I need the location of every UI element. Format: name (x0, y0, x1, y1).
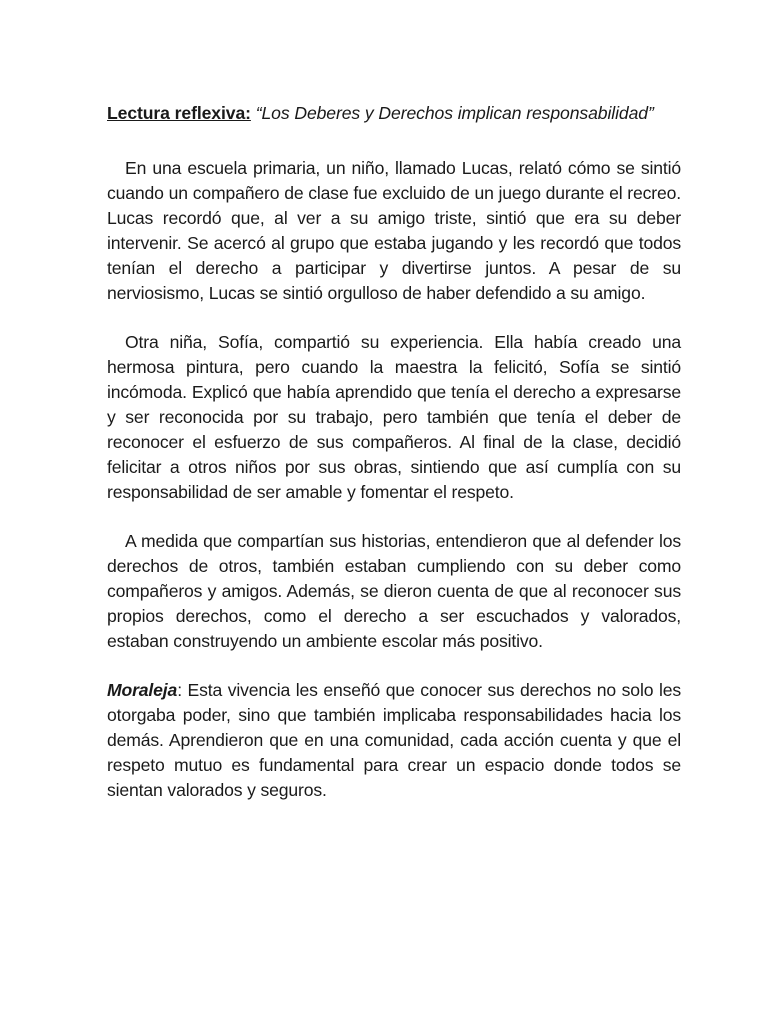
moral-text: : Esta vivencia les enseñó que conocer sus derechos no solo les otorgaba poder, sino que también implicaba responsabilidades hacia los demás. Aprendieron que en una comunidad, cada acción cuenta y que el respeto mutuo es fundamental para crear un espacio donde todos se sientan valorados y seguros. (107, 680, 681, 800)
paragraph-reflection: A medida que compartían sus historias, entendieron que al defender los derechos de otros, también estaban cumpliendo con su deber como compañeros y amigos. Además, se dieron cuenta de que al reconocer sus propios derechos, como el derecho a ser escuchados y valorados, estaban construyendo un ambiente escolar más positivo. (107, 531, 681, 651)
moral-label: Moraleja (107, 680, 178, 700)
document-title (107, 100, 681, 126)
paragraph-moral (107, 678, 681, 803)
document-body (107, 100, 681, 827)
paragraph-sofia: Otra niña, Sofía, compartió su experiencia. Ella había creado una hermosa pintura, pero cuando la maestra la felicitó, Sofía se sintió incómoda. Explicó que había aprendido que tenía el derecho a expresarse y ser reconocida por su trabajo, pero también que tenía el deber de reconocer el esfuerzo de sus compañeros. Al final de la clase, decidió felicitar a otros niños por sus obras, sintiendo que así cumplía con su responsabilidad de ser amable y fomentar el respeto. (107, 332, 681, 502)
title-label: Lectura reflexiva: (107, 103, 251, 123)
paragraph-lucas: En una escuela primaria, un niño, llamado Lucas, relató cómo se sintió cuando un compañero de clase fue excluido de un juego durante el recreo. Lucas recordó que, al ver a su amigo triste, sintió que era su deber intervenir. Se acercó al grupo que estaba jugando y les recordó que todos tenían el derecho a participar y divertirse juntos. A pesar de su nerviosismo, Lucas se sintió orgulloso de haber defendido a su amigo. (107, 158, 681, 303)
title-quote: “Los Deberes y Derechos implican responsabilidad” (255, 103, 654, 123)
